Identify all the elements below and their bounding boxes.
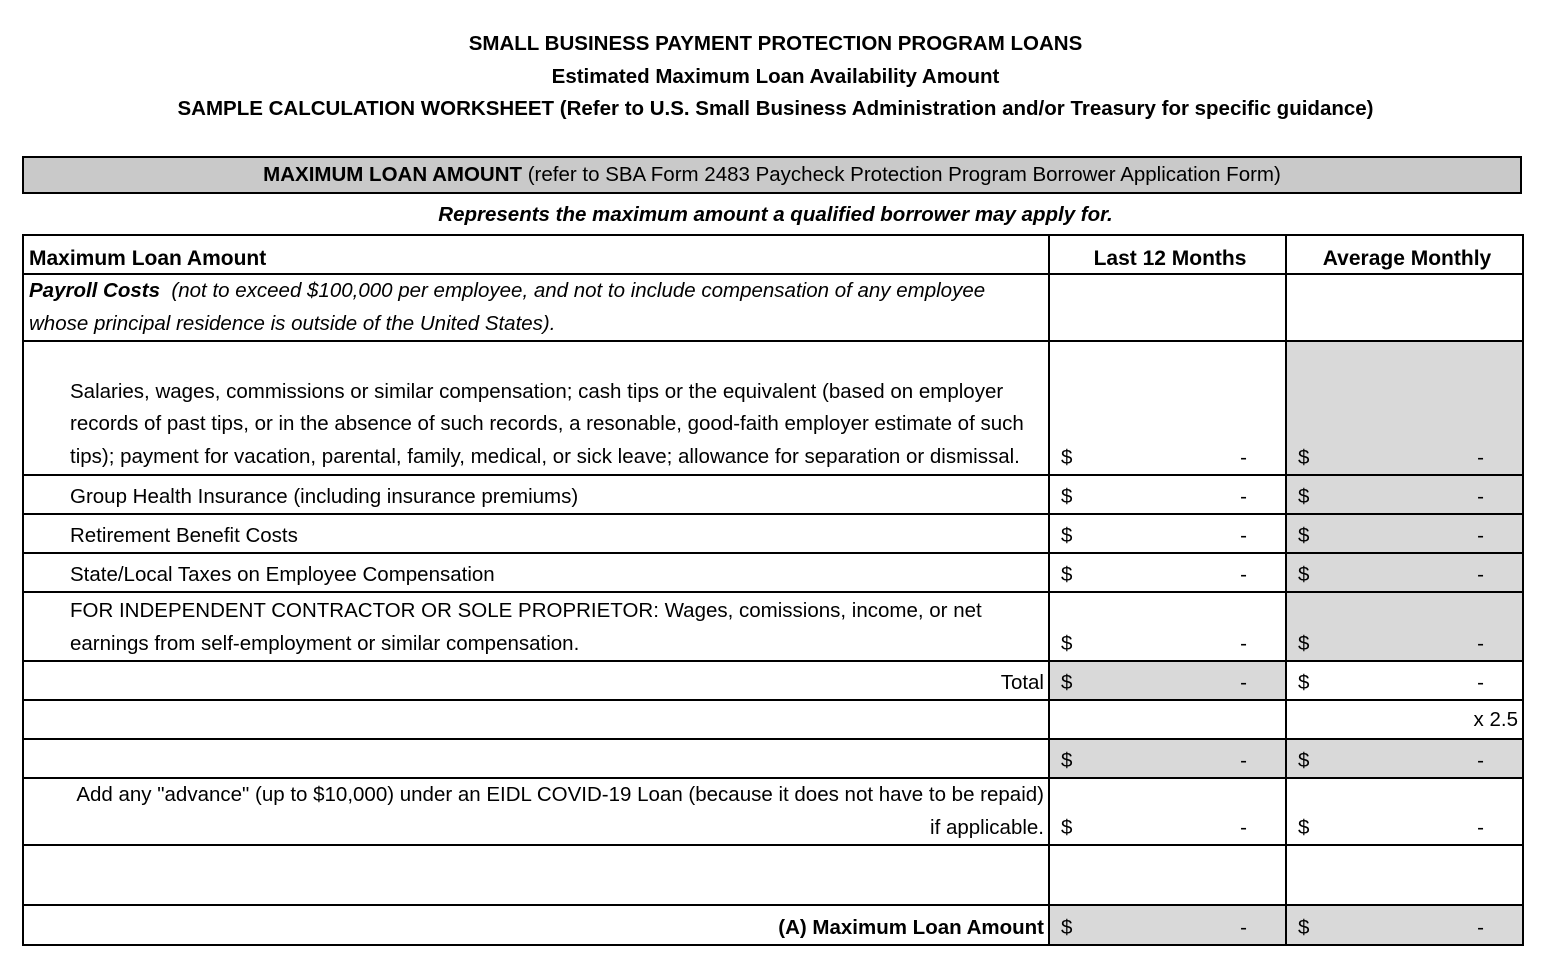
value: - xyxy=(1240,916,1247,939)
row-avg-taxes xyxy=(1286,553,1523,592)
table-row xyxy=(23,341,1523,475)
subtotal-row xyxy=(23,739,1523,778)
table-header-row xyxy=(23,235,1523,274)
currency-symbol: $ xyxy=(1298,671,1310,694)
row-avg-retirement xyxy=(1286,514,1523,553)
value: - xyxy=(1477,563,1484,586)
currency-symbol: $ xyxy=(1061,632,1073,655)
payroll-last12 xyxy=(1049,274,1286,341)
row-label-health: Group Health Insurance (including insurance premiums) xyxy=(23,475,1049,514)
value: - xyxy=(1477,916,1484,939)
row-last12-taxes xyxy=(1049,553,1286,592)
value: - xyxy=(1477,749,1484,772)
col-header-avg: Average Monthly xyxy=(1286,235,1523,274)
value: - xyxy=(1477,632,1484,655)
value: - xyxy=(1477,671,1484,694)
currency-symbol: $ xyxy=(1061,524,1073,547)
value: - xyxy=(1240,671,1247,694)
table-row xyxy=(23,592,1523,661)
row-label-retirement: Retirement Benefit Costs xyxy=(23,514,1049,553)
value: - xyxy=(1477,446,1484,469)
value: - xyxy=(1240,563,1247,586)
blank-cell xyxy=(23,845,1049,905)
section-subtitle: Represents the maximum amount a qualified borrower may apply for. xyxy=(438,203,1113,226)
currency-symbol: $ xyxy=(1298,524,1310,547)
currency-symbol: $ xyxy=(1061,446,1073,469)
title-line-3: SAMPLE CALCULATION WORKSHEET (Refer to U.S. Small Business Administration and/or Treasury for specific guidance) xyxy=(177,97,1374,120)
banner-note: (refer to SBA Form 2483 Paycheck Protection Program Borrower Application Form) xyxy=(522,163,1281,186)
multiplier-blank xyxy=(23,700,1049,739)
value: - xyxy=(1240,816,1247,839)
banner-bold: MAXIMUM LOAN AMOUNT xyxy=(263,163,523,186)
value: - xyxy=(1477,816,1484,839)
value: - xyxy=(1240,485,1247,508)
currency-symbol: $ xyxy=(1298,446,1310,469)
payroll-label: Payroll Costs xyxy=(29,279,161,302)
row-avg-health xyxy=(1286,475,1523,514)
subtotal-blank xyxy=(23,739,1049,778)
multiplier-last12 xyxy=(1049,700,1286,739)
currency-symbol: $ xyxy=(1298,916,1310,939)
row-last12-salaries xyxy=(1049,341,1286,475)
col-header-item: Maximum Loan Amount xyxy=(23,235,1049,274)
value: - xyxy=(1240,749,1247,772)
currency-symbol: $ xyxy=(1298,749,1310,772)
currency-symbol: $ xyxy=(1061,916,1073,939)
row-avg-salaries xyxy=(1286,341,1523,475)
max-loan-row xyxy=(23,905,1523,945)
row-label-contractor: FOR INDEPENDENT CONTRACTOR OR SOLE PROPRIETOR: Wages, comissions, income, or net earnings from self-employment or similar compensation. xyxy=(23,592,1049,661)
currency-symbol: $ xyxy=(1298,563,1310,586)
advance-last12 xyxy=(1049,778,1286,845)
total-avg xyxy=(1286,661,1523,700)
value: - xyxy=(1240,524,1247,547)
advance-avg xyxy=(1286,778,1523,845)
title-line-2: Estimated Maximum Loan Availability Amount xyxy=(551,64,1000,88)
total-last12 xyxy=(1049,661,1286,700)
row-label-taxes: State/Local Taxes on Employee Compensation xyxy=(23,553,1049,592)
payroll-avg xyxy=(1286,274,1523,341)
max-loan-avg xyxy=(1286,905,1523,945)
max-loan-label: (A) Maximum Loan Amount xyxy=(23,905,1049,945)
currency-symbol: $ xyxy=(1061,749,1073,772)
currency-symbol: $ xyxy=(1061,563,1073,586)
row-last12-health xyxy=(1049,475,1286,514)
total-row xyxy=(23,661,1523,700)
section-banner xyxy=(22,156,1522,194)
advance-label: Add any "advance" (up to $10,000) under an EIDL COVID-19 Loan (because it does not have to be repaid) if applicable. xyxy=(23,778,1049,845)
value: - xyxy=(1477,485,1484,508)
blank-cell xyxy=(1286,845,1523,905)
currency-symbol: $ xyxy=(1061,816,1073,839)
row-label-salaries: Salaries, wages, commissions or similar compensation; cash tips or the equivalent (based on employer records of past tips, or in the absence of such records, a resonable, good-faith employer estimate of such tips); payment for vacation, parental, family, medical, or sick leave; allowance for separation or dismissal. xyxy=(23,341,1049,475)
title-line-1: SMALL BUSINESS PAYMENT PROTECTION PROGRAM LOANS xyxy=(468,32,1083,55)
row-last12-retirement xyxy=(1049,514,1286,553)
total-label: Total xyxy=(23,661,1049,700)
subtotal-last12 xyxy=(1049,739,1286,778)
currency-symbol: $ xyxy=(1298,816,1310,839)
payroll-cell xyxy=(23,274,1049,341)
payroll-note: (not to exceed $100,000 per employee, and not to include compensation of any employee whose principal residence is outside of the United States). xyxy=(29,279,991,335)
advance-row xyxy=(23,778,1523,845)
subtotal-avg xyxy=(1286,739,1523,778)
currency-symbol: $ xyxy=(1061,485,1073,508)
multiplier-row xyxy=(23,700,1523,739)
blank-cell xyxy=(1049,845,1286,905)
currency-symbol: $ xyxy=(1061,671,1073,694)
table-row xyxy=(23,475,1523,514)
max-loan-last12 xyxy=(1049,905,1286,945)
row-avg-contractor xyxy=(1286,592,1523,661)
loan-table xyxy=(22,234,1524,946)
table-row xyxy=(23,553,1523,592)
payroll-row xyxy=(23,274,1523,341)
table-row xyxy=(23,514,1523,553)
col-header-last12: Last 12 Months xyxy=(1049,235,1286,274)
currency-symbol: $ xyxy=(1298,485,1310,508)
worksheet-title xyxy=(0,28,1551,126)
currency-symbol: $ xyxy=(1298,632,1310,655)
value: - xyxy=(1477,524,1484,547)
blank-row xyxy=(23,845,1523,905)
multiplier-value: x 2.5 xyxy=(1286,700,1523,739)
value: - xyxy=(1240,446,1247,469)
row-last12-contractor xyxy=(1049,592,1286,661)
value: - xyxy=(1240,632,1247,655)
